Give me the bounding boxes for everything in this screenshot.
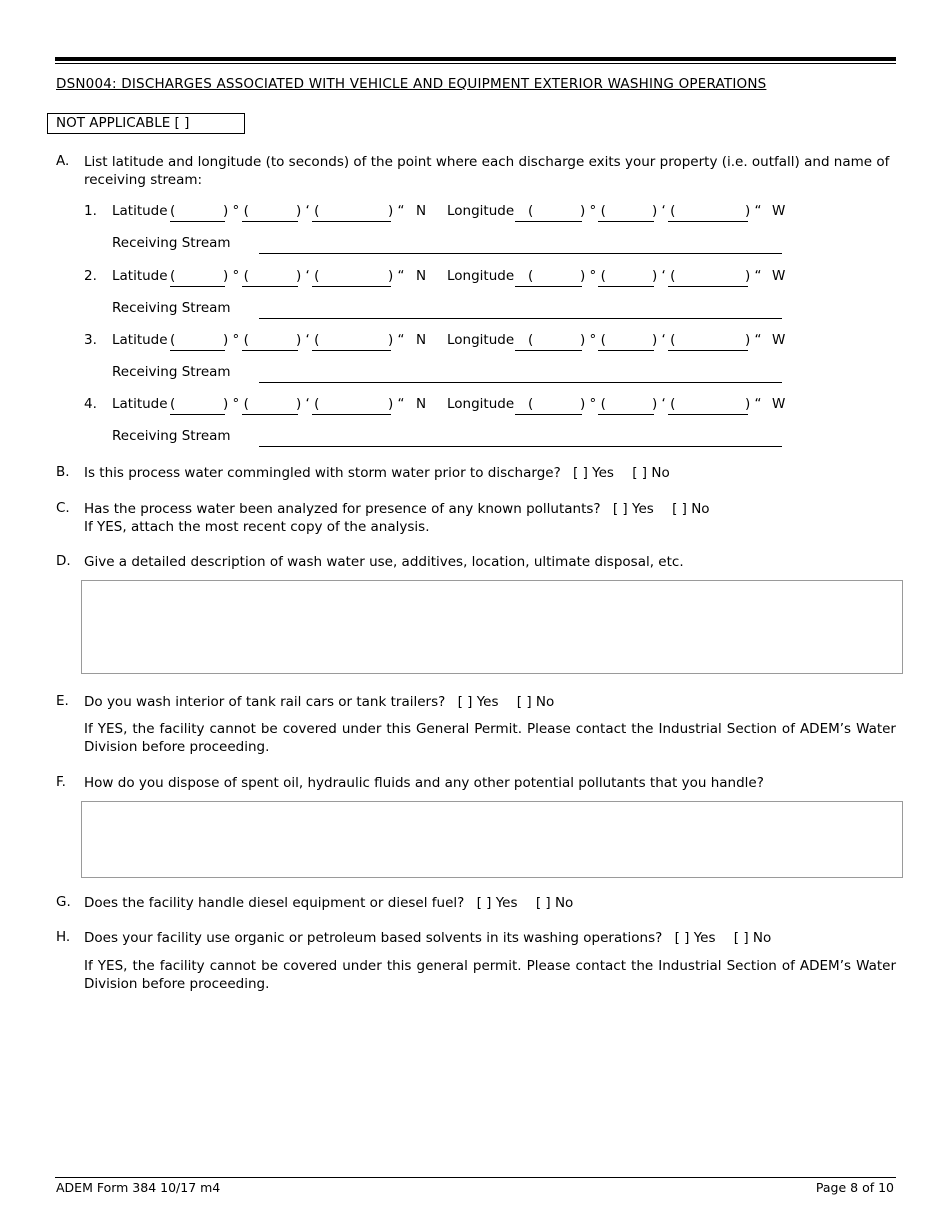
latitude-degrees-field[interactable] — [170, 286, 225, 287]
longitude-degrees-field[interactable] — [515, 414, 582, 415]
paren-open: ( — [528, 268, 534, 284]
degree-symbol: ) ° ( — [223, 268, 249, 284]
minute-symbol: ) ‘ ( — [296, 268, 320, 284]
wash-water-description-textarea[interactable] — [81, 580, 903, 674]
longitude-minutes-field[interactable] — [598, 414, 654, 415]
west-label: W — [772, 268, 786, 284]
question-e-text: Do you wash interior of tank rail cars or tank trailers? — [84, 694, 446, 710]
header-thin-rule — [55, 63, 896, 64]
question-b-letter: B. — [56, 464, 70, 480]
minute-symbol: ) ‘ ( — [652, 332, 676, 348]
minute-symbol: ) ‘ ( — [652, 203, 676, 219]
longitude-degrees-field[interactable] — [515, 350, 582, 351]
question-g-no-checkbox[interactable]: [ ] No — [535, 895, 574, 911]
question-a-letter: A. — [56, 153, 70, 169]
footer-form-id: ADEM Form 384 10/17 m4 — [56, 1180, 221, 1195]
minute-symbol: ) ‘ ( — [296, 396, 320, 412]
minute-symbol: ) ‘ ( — [296, 203, 320, 219]
pollutant-disposal-textarea[interactable] — [81, 801, 903, 878]
header-thick-rule — [55, 57, 896, 61]
question-e-letter: E. — [56, 693, 69, 709]
second-symbol: ) “ — [745, 268, 762, 284]
second-symbol: ) “ — [388, 268, 405, 284]
longitude-seconds-field[interactable] — [668, 414, 748, 415]
west-label: W — [772, 332, 786, 348]
longitude-degrees-field[interactable] — [515, 286, 582, 287]
question-g-letter: G. — [56, 894, 71, 910]
question-c-letter: C. — [56, 500, 70, 516]
latitude-minutes-field[interactable] — [242, 414, 298, 415]
receiving-stream-label: Receiving Stream — [112, 300, 231, 316]
not-applicable-checkbox[interactable]: NOT APPLICABLE [ ] — [47, 113, 245, 134]
receiving-stream-field-2[interactable] — [259, 318, 782, 319]
question-b-text: Is this process water commingled with storm water prior to discharge? — [84, 465, 561, 481]
question-b-no-checkbox[interactable]: [ ] No — [632, 465, 670, 481]
receiving-stream-label: Receiving Stream — [112, 235, 231, 251]
minute-symbol: ) ‘ ( — [652, 396, 676, 412]
latitude-minutes-field[interactable] — [242, 221, 298, 222]
longitude-label: Longitude — [447, 396, 515, 412]
latitude-degrees-field[interactable] — [170, 221, 225, 222]
question-h-yes-checkbox[interactable]: [ ] Yes — [674, 930, 716, 946]
receiving-stream-label: Receiving Stream — [112, 428, 231, 444]
degree-symbol: ) ° ( — [223, 203, 249, 219]
latitude-seconds-field[interactable] — [312, 221, 391, 222]
north-label: N — [416, 332, 427, 348]
degree-symbol: ) ° ( — [580, 268, 606, 284]
latitude-degrees-field[interactable] — [170, 350, 225, 351]
question-b — [84, 464, 896, 482]
question-d-letter: D. — [56, 553, 71, 569]
latitude-seconds-field[interactable] — [312, 350, 391, 351]
question-c-no-checkbox[interactable]: [ ] No — [672, 501, 710, 517]
question-a-text: List latitude and longitude (to seconds) of the point where each discharge exits your property (i.e. outfall) and name of receiving stream: — [84, 154, 890, 188]
paren-open: ( — [528, 203, 534, 219]
question-e — [84, 693, 896, 711]
latitude-minutes-field[interactable] — [242, 286, 298, 287]
west-label: W — [772, 396, 786, 412]
question-e-no-checkbox[interactable]: [ ] No — [516, 694, 555, 710]
longitude-seconds-field[interactable] — [668, 221, 748, 222]
question-c-note: If YES, attach the most recent copy of the analysis. — [84, 519, 430, 535]
paren-open: ( — [170, 396, 176, 412]
longitude-seconds-field[interactable] — [668, 350, 748, 351]
latitude-degrees-field[interactable] — [170, 414, 225, 415]
question-h-letter: H. — [56, 929, 71, 945]
latitude-label: Latitude — [112, 203, 168, 219]
second-symbol: ) “ — [745, 203, 762, 219]
footer-rule — [55, 1177, 896, 1178]
longitude-seconds-field[interactable] — [668, 286, 748, 287]
paren-open: ( — [528, 332, 534, 348]
question-g-text: Does the facility handle diesel equipment or diesel fuel? — [84, 895, 465, 911]
question-h-text: Does your facility use organic or petroleum based solvents in its washing operations? — [84, 930, 663, 946]
paren-open: ( — [170, 332, 176, 348]
latitude-label: Latitude — [112, 332, 168, 348]
paren-open: ( — [528, 396, 534, 412]
outfall-number: 1. — [84, 203, 97, 219]
latitude-seconds-field[interactable] — [312, 414, 391, 415]
minute-symbol: ) ‘ ( — [652, 268, 676, 284]
question-c — [84, 500, 896, 518]
question-c-text: Has the process water been analyzed for presence of any known pollutants? — [84, 501, 601, 517]
question-c-yes-checkbox[interactable]: [ ] Yes — [612, 501, 654, 517]
north-label: N — [416, 268, 427, 284]
degree-symbol: ) ° ( — [580, 396, 606, 412]
outfall-number: 2. — [84, 268, 97, 284]
section-title: DSN004: DISCHARGES ASSOCIATED WITH VEHICLE AND EQUIPMENT EXTERIOR WASHING OPERATIONS — [56, 76, 767, 92]
footer-page-number: Page 8 of 10 — [815, 1180, 894, 1195]
second-symbol: ) “ — [388, 332, 405, 348]
question-g — [84, 894, 896, 912]
minute-symbol: ) ‘ ( — [296, 332, 320, 348]
degree-symbol: ) ° ( — [223, 396, 249, 412]
longitude-label: Longitude — [447, 203, 515, 219]
latitude-seconds-field[interactable] — [312, 286, 391, 287]
longitude-degrees-field[interactable] — [515, 221, 582, 222]
longitude-minutes-field[interactable] — [598, 286, 654, 287]
paren-open: ( — [170, 268, 176, 284]
longitude-minutes-field[interactable] — [598, 350, 654, 351]
receiving-stream-field-3[interactable] — [259, 382, 782, 383]
outfall-number: 3. — [84, 332, 97, 348]
degree-symbol: ) ° ( — [223, 332, 249, 348]
longitude-label: Longitude — [447, 332, 515, 348]
north-label: N — [416, 203, 427, 219]
question-e-yes-checkbox[interactable]: [ ] Yes — [457, 694, 499, 710]
north-label: N — [416, 396, 427, 412]
second-symbol: ) “ — [388, 203, 405, 219]
longitude-minutes-field[interactable] — [598, 221, 654, 222]
latitude-label: Latitude — [112, 268, 168, 284]
question-g-yes-checkbox[interactable]: [ ] Yes — [476, 895, 518, 911]
latitude-minutes-field[interactable] — [242, 350, 298, 351]
west-label: W — [772, 203, 786, 219]
second-symbol: ) “ — [388, 396, 405, 412]
question-f-text: How do you dispose of spent oil, hydraulic fluids and any other potential pollutants that you handle? — [84, 775, 764, 791]
question-f-letter: F. — [56, 774, 66, 790]
degree-symbol: ) ° ( — [580, 332, 606, 348]
question-h — [84, 929, 896, 947]
outfall-number: 4. — [84, 396, 97, 412]
latitude-label: Latitude — [112, 396, 168, 412]
second-symbol: ) “ — [745, 396, 762, 412]
receiving-stream-label: Receiving Stream — [112, 364, 231, 380]
question-b-yes-checkbox[interactable]: [ ] Yes — [573, 465, 614, 481]
second-symbol: ) “ — [745, 332, 762, 348]
longitude-label: Longitude — [447, 268, 515, 284]
receiving-stream-field-4[interactable] — [259, 446, 782, 447]
question-d-text: Give a detailed description of wash water use, additives, location, ultimate disposal, etc. — [84, 554, 684, 570]
receiving-stream-field-1[interactable] — [259, 253, 782, 254]
question-h-note: If YES, the facility cannot be covered under this general permit. Please contact the Industrial Section of ADEM’s Water Division before proceeding. — [84, 958, 896, 992]
question-h-no-checkbox[interactable]: [ ] No — [733, 930, 772, 946]
paren-open: ( — [170, 203, 176, 219]
degree-symbol: ) ° ( — [580, 203, 606, 219]
question-e-note: If YES, the facility cannot be covered under this General Permit. Please contact the Industrial Section of ADEM’s Water Division before proceeding. — [84, 721, 896, 755]
